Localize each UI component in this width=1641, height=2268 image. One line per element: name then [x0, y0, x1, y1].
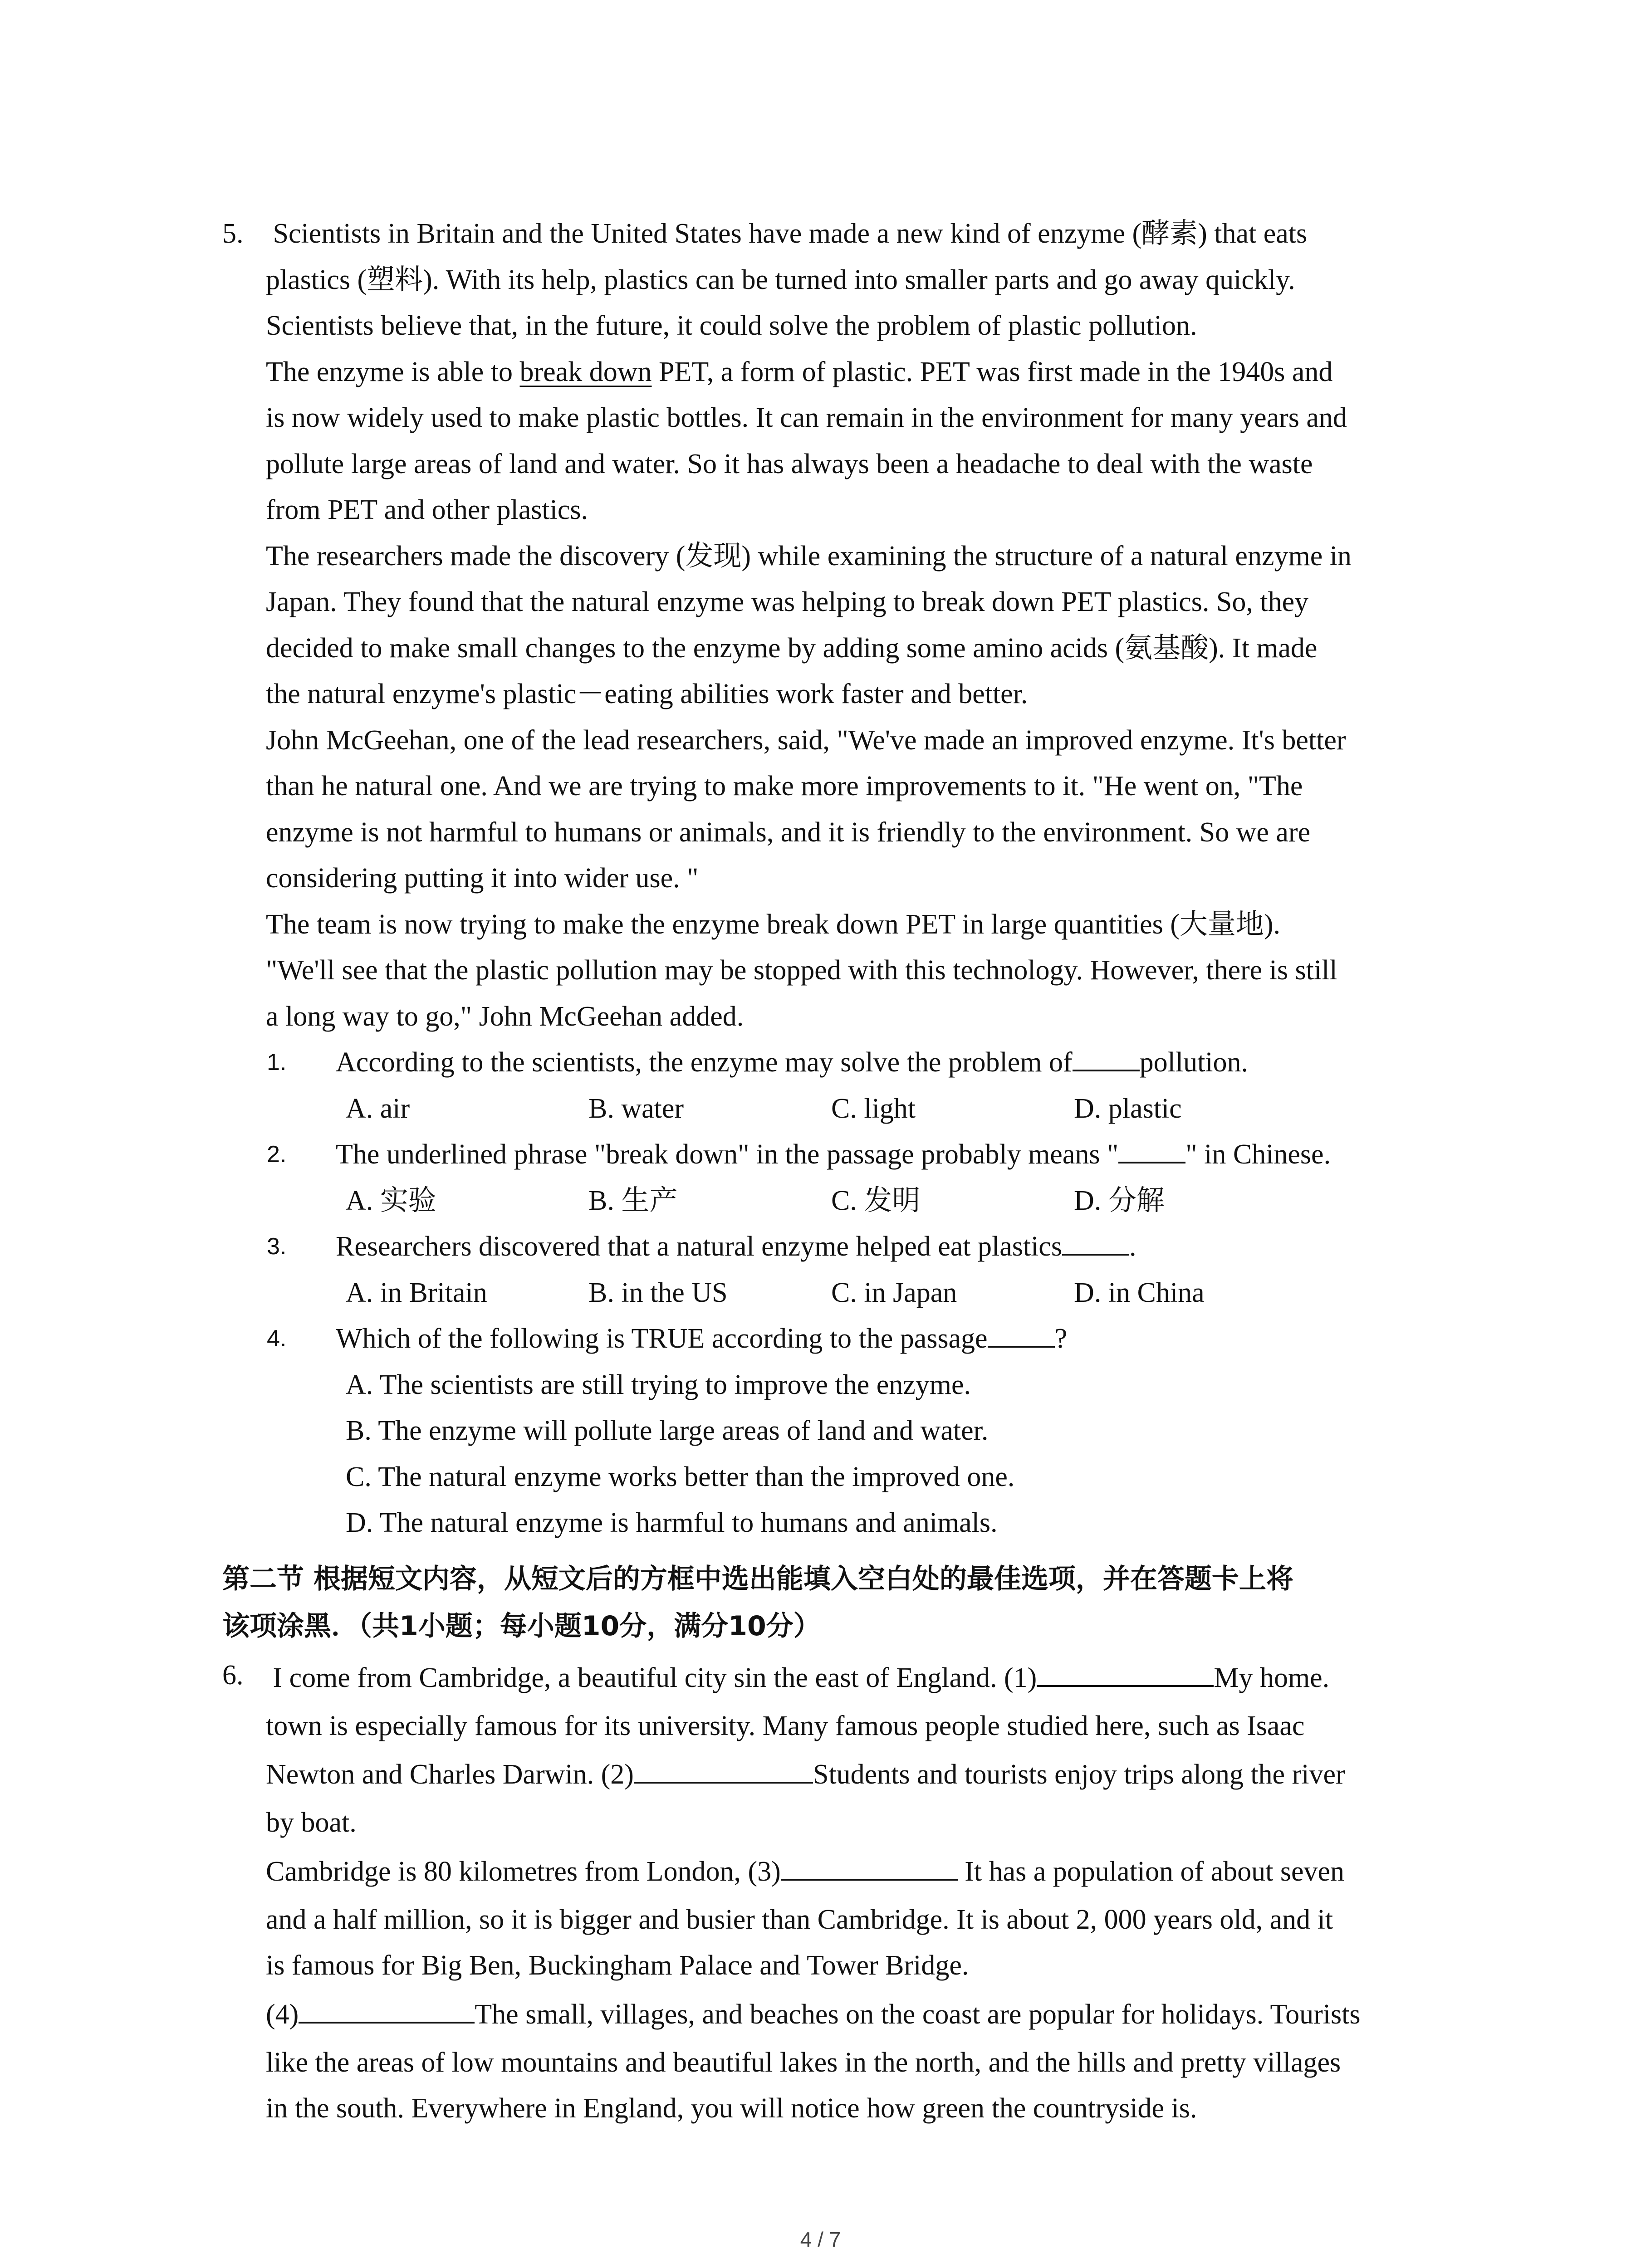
passage-line: Japan. They found that the natural enzyme was helping to break down PET plastics. So, they [266, 587, 1309, 617]
sub-question-stem [222, 1224, 1447, 1270]
text-run: Newton and Charles Darwin. (2) [266, 1759, 634, 1790]
option-row [222, 1270, 1447, 1316]
underlined-phrase: break down [519, 356, 652, 387]
passage-line: John McGeehan, one of the lead researchers, said, "We've made an improved enzyme. It's better [266, 724, 1346, 756]
option-a[interactable]: A. in Britain [346, 1277, 487, 1308]
passage-line: Scientists in Britain and the United States have made a new kind of enzyme (酵素) that eats [266, 218, 1308, 249]
q6-passage [222, 1652, 1447, 2132]
option-d[interactable]: D. plastic [1074, 1093, 1182, 1124]
option-b[interactable]: B. in the US [588, 1277, 728, 1308]
question-number: 5. [222, 218, 244, 249]
question-5 [222, 211, 1447, 1040]
answer-blank-2[interactable] [634, 1755, 813, 1784]
option-d[interactable]: D. in China [1074, 1277, 1205, 1308]
stem-text: pollution. [1139, 1047, 1249, 1078]
option-c[interactable]: C. in Japan [831, 1277, 957, 1308]
passage-line: is now widely used to make plastic bottles. It can remain in the environment for many years and [266, 402, 1347, 433]
answer-blank-1[interactable] [1037, 1659, 1214, 1687]
page-number: 4 / 7 [800, 2228, 841, 2251]
text-run: The small, villages, and beaches on the coast are popular for holidays. Tourists [475, 1999, 1361, 2030]
option-b[interactable]: B. The enzyme will pollute large areas of land and water. [346, 1415, 989, 1446]
passage-line: by boat. [266, 1807, 357, 1838]
option-d[interactable]: D. 分解 [1074, 1185, 1165, 1216]
passage-paragraph-5 [222, 902, 1447, 1040]
passage-line: like the areas of low mountains and beautiful lakes in the north, and the hills and pretty villages [266, 2047, 1341, 2078]
stem-text: According to the scientists, the enzyme may solve the problem of [336, 1047, 1073, 1078]
option-a[interactable]: A. The scientists are still trying to improve the enzyme. [346, 1369, 971, 1400]
option-a[interactable]: A. 实验 [346, 1185, 436, 1216]
stem-text: " in Chinese. [1185, 1139, 1331, 1170]
stem-text: Which of the following is TRUE according to the passage [336, 1323, 988, 1354]
passage-line [266, 1652, 1447, 1703]
sub-question-number: 1. [267, 1049, 287, 1075]
option-b[interactable]: B. water [588, 1093, 684, 1124]
stem-text: The underlined phrase "break down" in the passage probably means " [336, 1139, 1119, 1170]
passage-line: The researchers made the discovery (发现) while examining the structure of a natural enzyme in [266, 540, 1352, 572]
sub-question-2 [222, 1132, 1447, 1224]
passage-line: in the south. Everywhere in England, you will notice how green the countryside is. [266, 2093, 1197, 2124]
passage-paragraph-3 [222, 533, 1447, 718]
passage-line: "We'll see that the plastic pollution may be stopped with this technology. However, there is still [266, 955, 1337, 986]
sub-question-stem [222, 1132, 1447, 1178]
passage-line [266, 1749, 1447, 1800]
passage-line: pollute large areas of land and water. So it has always been a headache to deal with the waste [266, 448, 1313, 479]
option-b[interactable]: B. 生产 [588, 1185, 678, 1216]
sub-question-number: 2. [267, 1141, 287, 1168]
text-run: My home. [1214, 1662, 1330, 1693]
page-content [222, 211, 1447, 2132]
option-c[interactable]: C. The natural enzyme works better than the improved one. [346, 1461, 1015, 1492]
text-run: (4) [266, 1999, 299, 2030]
passage-line [266, 1989, 1447, 2040]
passage-line: is famous for Big Ben, Buckingham Palace and Tower Bridge. [266, 1950, 969, 1981]
stem-text: Researchers discovered that a natural enzyme helped eat plastics [336, 1231, 1062, 1262]
option-row [222, 1086, 1447, 1132]
passage-line: and a half million, so it is bigger and busier than Cambridge. It is about 2, 000 years old, and it [266, 1904, 1333, 1935]
option-a[interactable]: A. air [346, 1093, 410, 1124]
passage-line [266, 1846, 1447, 1897]
passage-line: from PET and other plastics. [266, 494, 588, 525]
section-heading-line: 该项涂黑．（共1小题；每小题10分，满分10分） [222, 1610, 821, 1642]
passage-line: plastics (塑料). With its help, plastics can be turned into smaller parts and go away quickly. [266, 264, 1295, 295]
passage-line: enzyme is not harmful to humans or animals, and it is friendly to the environment. So we are [266, 816, 1311, 848]
passage-paragraph-2 [222, 349, 1447, 533]
answer-blank[interactable] [1073, 1043, 1140, 1071]
answer-blank[interactable] [988, 1320, 1055, 1348]
sub-question-stem [222, 1040, 1447, 1086]
answer-blank[interactable] [1062, 1227, 1129, 1256]
text-run: It has a population of about seven [957, 1856, 1345, 1887]
passage-line: the natural enzyme's plastic－eating abilities work faster and better. [266, 679, 1028, 709]
section-2-heading [222, 1555, 1447, 1650]
option-row [222, 1178, 1447, 1224]
text-run: The enzyme is able to [266, 356, 520, 387]
passage-line: town is especially famous for its university. Many famous people studied here, such as Isaac [266, 1710, 1305, 1741]
text-run: PET, a form of plastic. PET was first made in the 1940s and [652, 356, 1333, 387]
answer-blank-3[interactable] [781, 1853, 958, 1881]
passage-line: than he natural one. And we are trying to make more improvements to it. "He went on, "The [266, 771, 1303, 802]
answer-blank[interactable] [1118, 1135, 1185, 1163]
text-run: Students and tourists enjoy trips along the river [813, 1759, 1345, 1790]
passage-line: a long way to go," John McGeehan added. [266, 1001, 744, 1032]
passage-line [266, 349, 1447, 396]
passage-line: decided to make small changes to the enzyme by adding some amino acids (氨基酸). It made [266, 632, 1318, 664]
stem-text: ? [1054, 1323, 1068, 1354]
answer-blank-4[interactable] [299, 1995, 475, 2024]
passage-line: considering putting it into wider use. " [266, 863, 699, 894]
text-run: Cambridge is 80 kilometres from London, (3) [266, 1856, 781, 1887]
passage-line: Scientists believe that, in the future, it could solve the problem of plastic pollution. [266, 310, 1197, 341]
option-d[interactable]: D. The natural enzyme is harmful to humans and animals. [346, 1507, 998, 1538]
passage-line: The team is now trying to make the enzyme break down PET in large quantities (大量地). [266, 909, 1281, 940]
sub-question-4 [222, 1316, 1447, 1546]
question-6 [222, 1652, 1447, 2132]
question-number: 6. [222, 1659, 244, 1691]
section-heading-line: 第二节 根据短文内容，从短文后的方框中选出能填入空白处的最佳选项，并在答题卡上将 [222, 1563, 1293, 1595]
sub-question-1 [222, 1040, 1447, 1132]
passage-paragraph-4 [222, 718, 1447, 902]
sub-question-number: 4. [267, 1325, 287, 1352]
text-run: I come from Cambridge, a beautiful city sin the east of England. (1) [266, 1662, 1037, 1693]
passage-paragraph-1 [222, 211, 1447, 349]
option-c[interactable]: C. light [831, 1093, 916, 1124]
sub-question-3 [222, 1224, 1447, 1316]
sub-question-number: 3. [267, 1233, 287, 1260]
option-c[interactable]: C. 发明 [831, 1185, 921, 1216]
sub-question-stem [222, 1316, 1447, 1362]
stem-text: . [1129, 1231, 1136, 1262]
